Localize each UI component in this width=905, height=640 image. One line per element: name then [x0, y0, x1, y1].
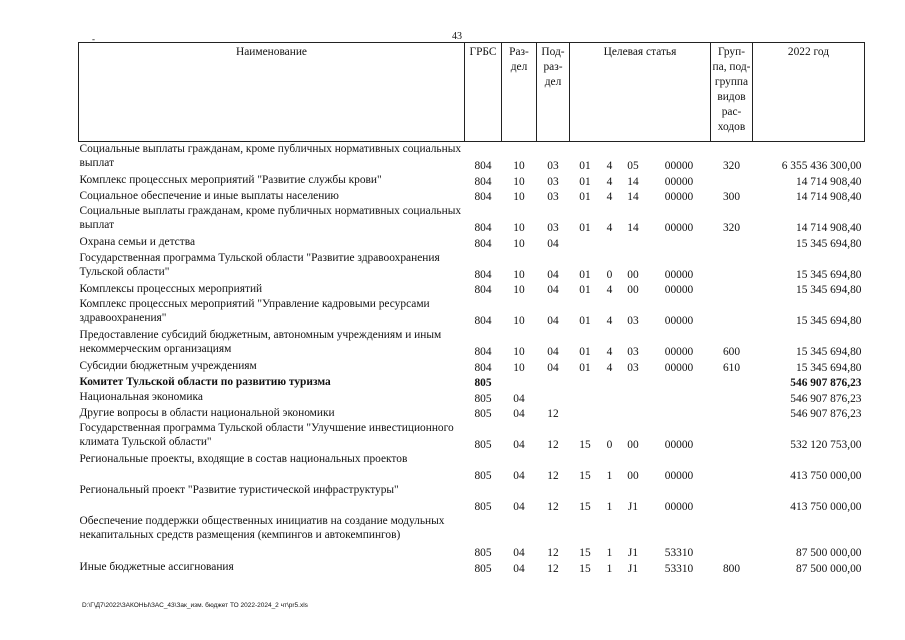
cell-podrazdel: 04 [547, 315, 559, 327]
table-row [79, 235, 865, 251]
cell-group [711, 483, 753, 514]
table-row [79, 282, 865, 298]
cell-podrazdel: 12 [547, 439, 559, 451]
cell-ts4: 00000 [664, 501, 694, 513]
cell-ts3 [619, 406, 648, 422]
table-row [79, 189, 865, 205]
cell-amount: 15 345 694,80 [796, 268, 862, 281]
cell-ts3: 03 [627, 361, 639, 374]
budget-table [78, 42, 865, 576]
cell-podrazdel [537, 375, 570, 391]
cell-ts2: 1 [606, 547, 613, 559]
cell-group: 320 [722, 222, 741, 234]
table-row [79, 375, 865, 391]
cell-podrazdel: 04 [547, 361, 559, 374]
cell-ts1 [570, 406, 601, 422]
page-number: 43 [452, 31, 462, 42]
cell-podrazdel: 12 [547, 501, 559, 513]
cell-ts1: 01 [579, 346, 591, 358]
cell-ts4 [648, 235, 711, 251]
cell-amount: 15 345 694,80 [796, 346, 862, 358]
cell-razdel: 10 [513, 237, 525, 250]
cell-podrazdel [537, 390, 570, 406]
table-row [79, 173, 865, 189]
cell-name: Региональный проект "Развитие туристической инфраструктуры" [79, 484, 399, 496]
cell-podrazdel: 04 [547, 284, 559, 296]
cell-ts2: 1 [606, 562, 613, 575]
cell-razdel: 10 [513, 160, 525, 172]
cell-name: Региональные проекты, входящие в состав национальных проектов [79, 453, 408, 465]
cell-ts3: 00 [627, 470, 639, 482]
header-podrazdel: Под- раз- дел [537, 43, 570, 142]
table-body [79, 142, 865, 576]
cell-podrazdel: 03 [547, 191, 559, 203]
cell-grbs: 804 [474, 268, 492, 281]
cell-group [711, 514, 753, 560]
cell-ts2: 4 [606, 191, 613, 203]
cell-ts4 [648, 375, 711, 391]
cell-podrazdel: 03 [547, 175, 559, 188]
cell-ts4: 00000 [664, 346, 694, 358]
cell-ts1: 01 [579, 160, 591, 172]
table-row [79, 514, 865, 560]
cell-ts2: 4 [606, 222, 613, 234]
cell-ts4: 00000 [664, 284, 694, 296]
cell-amount: 413 750 000,00 [790, 501, 862, 513]
cell-name: Социальные выплаты гражданам, кроме публичных нормативных социальных выплат [79, 143, 462, 169]
cell-name: Охрана семьи и детства [79, 236, 195, 248]
cell-razdel: 10 [513, 175, 525, 188]
cell-amount: 546 907 876,23 [790, 408, 862, 420]
cell-ts4 [648, 406, 711, 422]
cell-grbs: 804 [474, 175, 492, 188]
header-year: 2022 год [753, 43, 865, 142]
cell-ts2 [601, 390, 619, 406]
cell-name: Предоставление субсидий бюджетным, автономным учреждениям и иным некоммерческим организациям [79, 329, 442, 355]
cell-grbs: 805 [474, 377, 492, 389]
cell-razdel: 04 [513, 501, 525, 513]
cell-ts2 [601, 375, 619, 391]
cell-ts4: 00000 [664, 191, 694, 203]
cell-amount: 14 714 908,40 [796, 175, 862, 188]
cell-group [711, 297, 753, 328]
cell-ts2 [601, 235, 619, 251]
cell-name: Обеспечение поддержки общественных инициатив на создание модульных некапитальных средств размещения (кемпингов и автокемпингов) [79, 515, 445, 541]
table-row [79, 297, 865, 328]
cell-amount: 15 345 694,80 [796, 315, 862, 327]
cell-razdel: 10 [513, 361, 525, 374]
cell-ts2 [601, 406, 619, 422]
cell-grbs: 804 [474, 346, 492, 358]
cell-ts1: 15 [579, 562, 591, 575]
table-header-row [79, 43, 865, 142]
cell-ts3: J1 [627, 562, 639, 575]
cell-podrazdel: 03 [547, 160, 559, 172]
header-group: Груп- па, под- группа видов рас- ходов [711, 43, 753, 142]
cell-amount: 15 345 694,80 [796, 284, 862, 296]
cell-amount: 15 345 694,80 [796, 237, 862, 250]
cell-amount: 14 714 908,40 [796, 191, 862, 203]
cell-name: Государственная программа Тульской области "Развитие здравоохранения Тульской области" [79, 251, 440, 278]
cell-name: Иные бюджетные ассигнования [79, 561, 234, 573]
cell-podrazdel: 04 [547, 346, 559, 358]
cell-ts4: 00000 [664, 439, 694, 451]
cell-ts3: 14 [627, 222, 639, 234]
cell-ts2: 1 [606, 501, 613, 513]
table-row [79, 359, 865, 375]
cell-ts4: 00000 [664, 268, 694, 281]
header-name: Наименование [79, 43, 465, 142]
cell-ts3: 00 [627, 439, 639, 451]
cell-razdel: 04 [513, 470, 525, 482]
cell-name: Комплексы процессных мероприятий [79, 282, 263, 295]
cell-amount: 413 750 000,00 [790, 470, 862, 482]
cell-razdel: 10 [513, 191, 525, 203]
cell-grbs: 804 [474, 237, 492, 250]
cell-group [711, 406, 753, 422]
table-row [79, 328, 865, 359]
cell-ts2: 0 [606, 268, 613, 281]
header-grbs: ГРБС [465, 43, 502, 142]
cell-ts1: 01 [579, 284, 591, 296]
cell-ts2: 4 [606, 160, 613, 172]
cell-razdel: 10 [513, 222, 525, 234]
cell-ts4: 00000 [664, 470, 694, 482]
cell-ts3: 14 [627, 175, 639, 188]
cell-podrazdel: 04 [547, 237, 559, 250]
cell-ts2: 4 [606, 361, 613, 374]
cell-group [711, 390, 753, 406]
cell-ts4: 53310 [664, 562, 694, 575]
table-row [79, 560, 865, 576]
cell-group: 300 [722, 191, 741, 203]
cell-ts1: 15 [579, 439, 591, 451]
cell-razdel: 04 [513, 408, 525, 420]
cell-podrazdel: 03 [547, 222, 559, 234]
cell-group [711, 173, 753, 189]
cell-ts1 [570, 375, 601, 391]
cell-name: Комитет Тульской области по развитию туризма [79, 375, 331, 388]
cell-grbs: 805 [474, 501, 492, 513]
cell-group [711, 452, 753, 483]
cell-name: Комплекс процессных мероприятий "Развитие службы крови" [79, 174, 382, 186]
cell-grbs: 804 [474, 315, 492, 327]
cell-grbs: 805 [474, 547, 492, 559]
cell-ts3: 03 [627, 346, 639, 358]
cell-ts3: 14 [627, 191, 639, 203]
table-row [79, 142, 865, 174]
cell-grbs: 805 [474, 392, 492, 405]
cell-podrazdel: 12 [547, 562, 559, 575]
cell-grbs: 804 [474, 160, 492, 172]
table-row [79, 251, 865, 282]
cell-grbs: 805 [474, 408, 492, 420]
cell-group [711, 235, 753, 251]
cell-amount: 546 907 876,23 [790, 392, 862, 405]
cell-ts3: 00 [627, 268, 639, 281]
cell-ts3: 03 [627, 315, 639, 327]
cell-ts2: 4 [606, 346, 613, 358]
cell-group: 320 [722, 160, 741, 172]
cell-ts1: 15 [579, 470, 591, 482]
cell-amount: 532 120 753,00 [790, 439, 862, 451]
cell-razdel: 10 [513, 315, 525, 327]
cell-amount: 6 355 436 300,00 [781, 160, 862, 172]
cell-ts4: 00000 [664, 315, 694, 327]
cell-ts3: J1 [627, 501, 639, 513]
cell-ts3: J1 [627, 547, 639, 559]
cell-ts1: 01 [579, 315, 591, 327]
cell-ts4: 00000 [664, 222, 694, 234]
header-target: Целевая статья [570, 43, 711, 142]
cell-ts1: 01 [579, 268, 591, 281]
table-row [79, 390, 865, 406]
cell-amount: 14 714 908,40 [796, 222, 862, 234]
cell-ts1 [570, 390, 601, 406]
cell-podrazdel: 12 [547, 547, 559, 559]
cell-ts3: 00 [627, 284, 639, 296]
cell-group: 800 [722, 562, 741, 575]
cell-grbs: 804 [474, 191, 492, 203]
cell-group [711, 421, 753, 452]
cell-ts1: 15 [579, 547, 591, 559]
cell-name: Другие вопросы в области национальной экономики [79, 406, 335, 419]
corner-mark: - [92, 34, 95, 44]
cell-ts3 [619, 375, 648, 391]
cell-podrazdel: 04 [547, 268, 559, 281]
header-razdel: Раз- дел [502, 43, 537, 142]
cell-name: Национальная экономика [79, 391, 203, 403]
cell-name: Социальное обеспечение и иные выплаты населению [79, 189, 339, 202]
cell-ts1: 01 [579, 191, 591, 203]
cell-razdel: 04 [513, 392, 525, 405]
cell-razdel [502, 375, 537, 391]
cell-ts3 [619, 390, 648, 406]
cell-grbs: 805 [474, 562, 492, 575]
cell-amount: 87 500 000,00 [796, 547, 862, 559]
cell-ts1: 01 [579, 175, 591, 188]
table-row [79, 452, 865, 483]
cell-grbs: 804 [474, 222, 492, 234]
cell-name: Субсидии бюджетным учреждениям [79, 360, 257, 372]
cell-razdel: 04 [513, 562, 525, 575]
cell-ts2: 0 [606, 439, 613, 451]
cell-group: 610 [722, 361, 741, 374]
cell-ts4 [648, 390, 711, 406]
table-row [79, 421, 865, 452]
cell-razdel: 10 [513, 268, 525, 281]
cell-ts4: 53310 [664, 547, 694, 559]
file-path-footer: D:\Г\Д7\2022\ЗАКОНЫ\ЗАС_43\Зак_изм. бюджет ТО 2022-2024_2 чт\pr5.xls [82, 602, 308, 609]
cell-ts2: 4 [606, 175, 613, 188]
cell-razdel: 10 [513, 284, 525, 296]
cell-name: Комплекс процессных мероприятий "Управление кадровыми ресурсами здравоохранения" [79, 298, 430, 324]
cell-ts4: 00000 [664, 160, 694, 172]
cell-amount: 15 345 694,80 [796, 361, 862, 374]
cell-razdel: 04 [513, 439, 525, 451]
cell-podrazdel: 12 [547, 408, 559, 420]
cell-ts4: 00000 [664, 175, 694, 188]
cell-grbs: 805 [474, 470, 492, 482]
cell-amount: 546 907 876,23 [790, 377, 862, 389]
cell-ts2: 4 [606, 315, 613, 327]
cell-ts4: 00000 [664, 361, 694, 374]
cell-podrazdel: 12 [547, 470, 559, 482]
table-row [79, 406, 865, 422]
cell-razdel: 04 [513, 547, 525, 559]
cell-group: 600 [722, 346, 741, 358]
table-row [79, 204, 865, 235]
cell-name: Социальные выплаты гражданам, кроме публичных нормативных социальных выплат [79, 205, 462, 231]
cell-group [711, 251, 753, 282]
cell-amount: 87 500 000,00 [796, 562, 862, 575]
cell-ts2: 1 [606, 470, 613, 482]
cell-ts1: 15 [579, 501, 591, 513]
cell-ts1: 01 [579, 361, 591, 374]
cell-grbs: 804 [474, 361, 492, 374]
cell-group [711, 375, 753, 391]
cell-razdel: 10 [513, 346, 525, 358]
cell-ts2: 4 [606, 284, 613, 296]
cell-ts3: 05 [627, 160, 639, 172]
cell-ts1 [570, 235, 601, 251]
cell-group [711, 282, 753, 298]
cell-name: Государственная программа Тульской области "Улучшение инвестиционного климата Тульской области" [79, 422, 454, 448]
cell-grbs: 805 [474, 439, 492, 451]
cell-ts3 [619, 235, 648, 251]
cell-grbs: 804 [474, 284, 492, 296]
cell-ts1: 01 [579, 222, 591, 234]
table-row [79, 483, 865, 514]
